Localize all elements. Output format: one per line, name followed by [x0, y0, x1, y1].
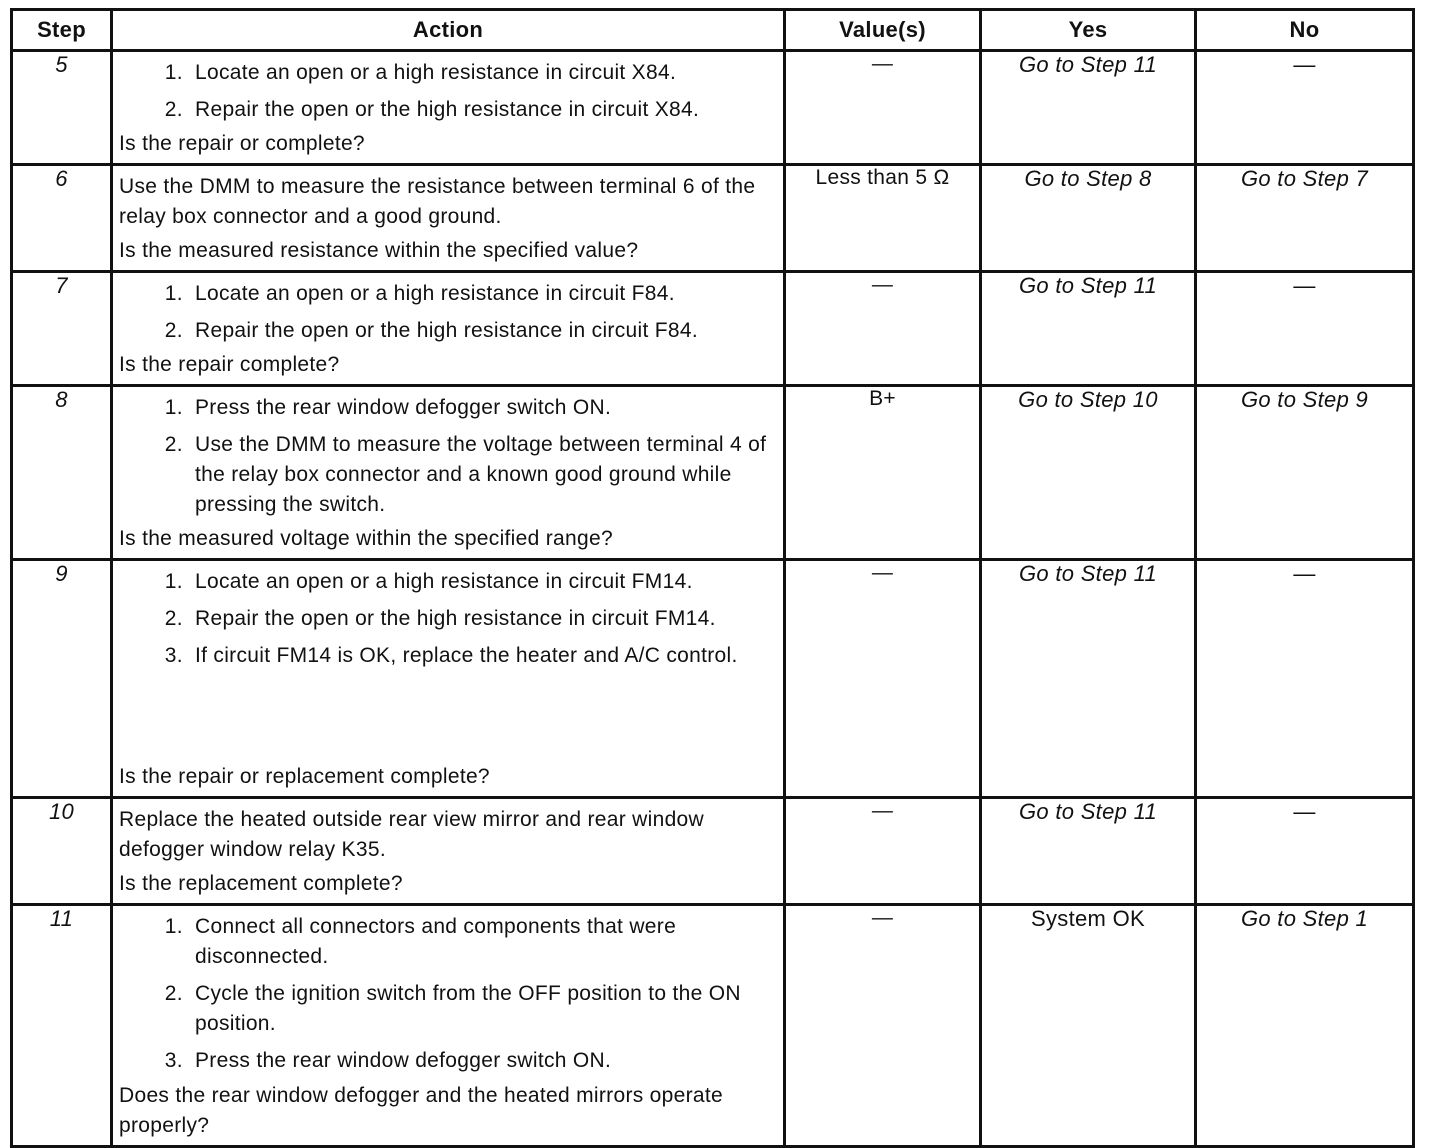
action-intro: Replace the heated outside rear view mirror and rear window defogger window relay K35. [119, 808, 704, 861]
no-cell: — [1196, 51, 1414, 165]
header-yes: Yes [981, 10, 1196, 51]
value-cell: — [785, 560, 981, 798]
step-number: 8 [12, 386, 112, 560]
table-row [12, 560, 1414, 798]
action-steps [119, 393, 775, 520]
action-question: Is the replacement complete? [119, 872, 403, 895]
action-question: Is the measured resistance within the specified value? [119, 239, 639, 262]
header-step: Step [12, 10, 112, 51]
step-number: 6 [12, 165, 112, 272]
action-cell [112, 272, 785, 386]
action-question: Is the repair or replacement complete? [119, 765, 490, 788]
action-step: 2. Cycle the ignition switch from the OFF position to the ON position. [189, 979, 775, 1039]
action-steps [119, 58, 775, 125]
action-step: 1. Locate an open or a high resistance in circuit X84. [189, 58, 775, 88]
action-step: 1. Connect all connectors and components that were disconnected. [189, 912, 775, 972]
step-number: 7 [12, 272, 112, 386]
header-no: No [1196, 10, 1414, 51]
action-cell [112, 386, 785, 560]
table-row [12, 272, 1414, 386]
action-question: Is the repair or complete? [119, 132, 365, 155]
yes-cell: Go to Step 10 [981, 386, 1196, 560]
action-question: Is the repair complete? [119, 353, 340, 376]
action-step: 3. Press the rear window defogger switch ON. [189, 1046, 775, 1076]
action-steps [119, 279, 775, 346]
yes-cell: Go to Step 8 [981, 165, 1196, 272]
no-cell: Go to Step 1 [1196, 905, 1414, 1147]
no-cell: Go to Step 9 [1196, 386, 1414, 560]
table-row [12, 905, 1414, 1147]
action-step: 2. Repair the open or the high resistance in circuit FM14. [189, 604, 775, 634]
yes-cell: System OK [981, 905, 1196, 1147]
action-step: 2. Use the DMM to measure the voltage between terminal 4 of the relay box connector and a known good ground while pressing the switch. [189, 430, 775, 520]
diagnostic-table [10, 8, 1415, 1148]
action-step: 3. If circuit FM14 is OK, replace the heater and A/C control. [189, 641, 775, 671]
action-step: 1. Locate an open or a high resistance in circuit F84. [189, 279, 775, 309]
step-number: 11 [12, 905, 112, 1147]
action-steps [119, 567, 775, 671]
header-action: Action [112, 10, 785, 51]
no-cell: Go to Step 7 [1196, 165, 1414, 272]
yes-cell: Go to Step 11 [981, 560, 1196, 798]
action-step: 2. Repair the open or the high resistance in circuit X84. [189, 95, 775, 125]
action-step: 1. Press the rear window defogger switch ON. [189, 393, 775, 423]
action-cell [112, 905, 785, 1147]
header-values: Value(s) [785, 10, 981, 51]
table-row [12, 51, 1414, 165]
action-question: Is the measured voltage within the specified range? [119, 527, 613, 550]
step-number: 10 [12, 798, 112, 905]
value-cell: B+ [785, 386, 981, 560]
action-cell [112, 51, 785, 165]
table-row [12, 798, 1414, 905]
action-step: 2. Repair the open or the high resistance in circuit F84. [189, 316, 775, 346]
yes-cell: Go to Step 11 [981, 798, 1196, 905]
yes-cell: Go to Step 11 [981, 272, 1196, 386]
step-number: 9 [12, 560, 112, 798]
action-intro: Use the DMM to measure the resistance between terminal 6 of the relay box connector and a good ground. [119, 175, 756, 228]
table-row [12, 165, 1414, 272]
yes-cell: Go to Step 11 [981, 51, 1196, 165]
table-row [12, 386, 1414, 560]
action-step: 1. Locate an open or a high resistance in circuit FM14. [189, 567, 775, 597]
value-cell: — [785, 798, 981, 905]
action-cell [112, 560, 785, 798]
action-cell [112, 165, 785, 272]
value-cell: Less than 5 Ω [785, 165, 981, 272]
action-question: Does the rear window defogger and the heated mirrors operate properly? [119, 1084, 724, 1137]
no-cell: — [1196, 560, 1414, 798]
value-cell: — [785, 905, 981, 1147]
no-cell: — [1196, 798, 1414, 905]
value-cell: — [785, 51, 981, 165]
step-number: 5 [12, 51, 112, 165]
action-cell [112, 798, 785, 905]
value-cell: — [785, 272, 981, 386]
header-row [12, 10, 1414, 51]
action-steps [119, 912, 775, 1076]
no-cell: — [1196, 272, 1414, 386]
